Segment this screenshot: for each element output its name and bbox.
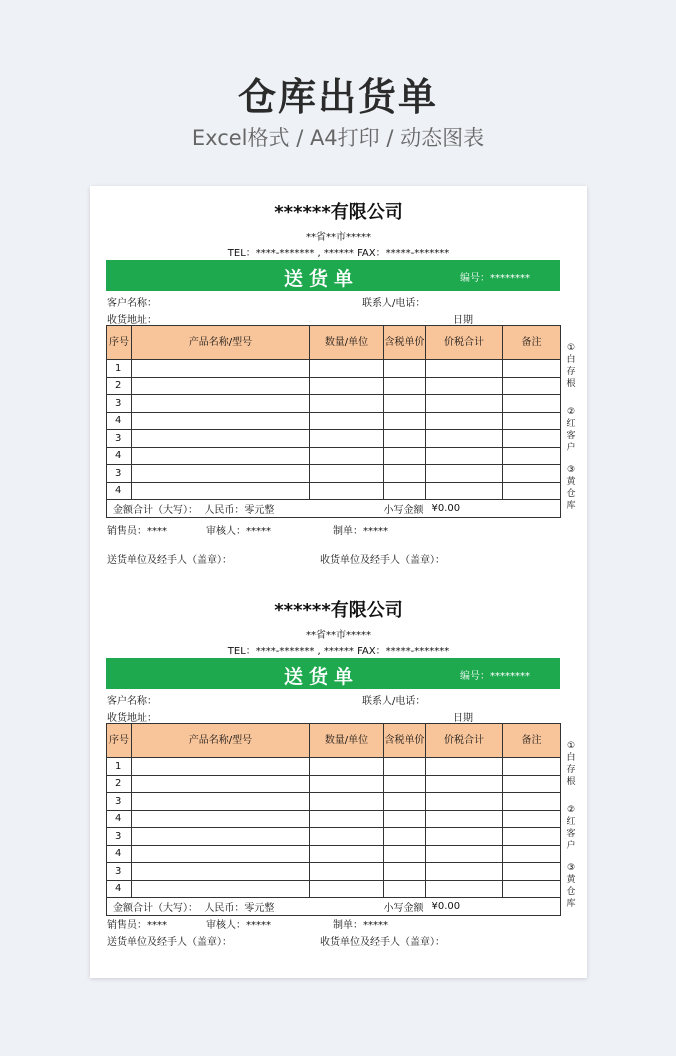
cell-unit-price[interactable] xyxy=(384,447,426,465)
auditor-field: 审核人：***** xyxy=(206,920,271,931)
cell-total[interactable] xyxy=(426,465,503,483)
cell-total[interactable] xyxy=(426,793,503,811)
row-index: 1 xyxy=(107,360,132,378)
table-row xyxy=(107,447,561,465)
subtotal-label: 小写金额 xyxy=(384,500,426,518)
customer-label: 客户名称： xyxy=(107,298,157,309)
table-row xyxy=(107,360,561,378)
table-row xyxy=(107,793,561,811)
table-row xyxy=(107,863,561,881)
cell-total[interactable] xyxy=(426,845,503,863)
cell-quantity[interactable] xyxy=(310,810,384,828)
date-label: 日期 xyxy=(453,713,473,724)
cell-remark[interactable] xyxy=(503,810,561,828)
row-index: 4 xyxy=(107,412,132,430)
cell-quantity[interactable] xyxy=(310,828,384,846)
cell-quantity[interactable] xyxy=(310,377,384,395)
cell-quantity[interactable] xyxy=(310,793,384,811)
table-row xyxy=(107,845,561,863)
total-row xyxy=(107,500,561,518)
col-product: 产品名称/型号 xyxy=(132,326,310,360)
receiver-signature: 收货单位及经手人（盖章）： xyxy=(320,937,445,948)
cell-remark[interactable] xyxy=(503,395,561,413)
table-row xyxy=(107,482,561,500)
cell-total[interactable] xyxy=(426,880,503,898)
cell-remark[interactable] xyxy=(503,465,561,483)
row-index: 3 xyxy=(107,863,132,881)
cell-total[interactable] xyxy=(426,758,503,776)
cell-product[interactable] xyxy=(132,412,310,430)
side-note-red: ②红客户 xyxy=(566,407,576,453)
table-row xyxy=(107,430,561,448)
date-label: 日期 xyxy=(453,315,473,326)
cell-remark[interactable] xyxy=(503,447,561,465)
cell-product[interactable] xyxy=(132,793,310,811)
cell-quantity[interactable] xyxy=(310,775,384,793)
side-note-red: ②红客户 xyxy=(566,805,576,851)
col-total: 价税合计 xyxy=(426,326,503,360)
col-remark: 备注 xyxy=(503,724,561,758)
cell-total[interactable] xyxy=(426,412,503,430)
cell-quantity[interactable] xyxy=(310,863,384,881)
cell-product[interactable] xyxy=(132,395,310,413)
cell-product[interactable] xyxy=(132,863,310,881)
cell-quantity[interactable] xyxy=(310,482,384,500)
cell-total[interactable] xyxy=(426,775,503,793)
cell-unit-price[interactable] xyxy=(384,395,426,413)
cell-unit-price[interactable] xyxy=(384,793,426,811)
form-title: 送货单 xyxy=(284,268,360,290)
cell-quantity[interactable] xyxy=(310,758,384,776)
table-row xyxy=(107,810,561,828)
row-index: 4 xyxy=(107,880,132,898)
table-row xyxy=(107,880,561,898)
items-table xyxy=(106,325,561,518)
sender-signature: 送货单位及经手人（盖章）： xyxy=(107,555,232,566)
delivery-address-label: 收货地址： xyxy=(107,315,157,326)
row-index: 1 xyxy=(107,758,132,776)
cell-product[interactable] xyxy=(132,430,310,448)
doc-number: 编号：******** xyxy=(460,273,530,284)
table-header-row xyxy=(107,326,561,360)
cell-product[interactable] xyxy=(132,758,310,776)
hero-subtitle: Excel格式 / A4打印 / 动态图表 xyxy=(191,126,485,150)
row-index: 3 xyxy=(107,793,132,811)
cell-total[interactable] xyxy=(426,447,503,465)
cell-product[interactable] xyxy=(132,828,310,846)
cell-product[interactable] xyxy=(132,377,310,395)
row-index: 3 xyxy=(107,465,132,483)
side-note-yellow: ③黄仓库 xyxy=(566,863,576,909)
cell-remark[interactable] xyxy=(503,360,561,378)
cell-quantity[interactable] xyxy=(310,430,384,448)
customer-label: 客户名称： xyxy=(107,696,157,707)
cell-remark[interactable] xyxy=(503,412,561,430)
total-label: 金额合计（大写）： xyxy=(113,903,198,914)
cell-total[interactable] xyxy=(426,828,503,846)
row-index: 3 xyxy=(107,828,132,846)
table-row xyxy=(107,758,561,776)
company-name: ******有限公司 xyxy=(274,600,403,621)
paper-sheet xyxy=(90,186,587,978)
row-index: 4 xyxy=(107,810,132,828)
cell-remark[interactable] xyxy=(503,828,561,846)
table-row xyxy=(107,412,561,430)
col-product: 产品名称/型号 xyxy=(132,724,310,758)
cell-total[interactable] xyxy=(426,482,503,500)
row-index: 4 xyxy=(107,845,132,863)
hero-title: 仓库出货单 xyxy=(237,75,438,119)
delivery-form-1 xyxy=(90,186,587,566)
cell-product[interactable] xyxy=(132,465,310,483)
cell-unit-price[interactable] xyxy=(384,880,426,898)
total-row xyxy=(107,898,561,916)
contact-phone-label: 联系人/电话： xyxy=(362,298,426,309)
cell-remark[interactable] xyxy=(503,845,561,863)
cell-quantity[interactable] xyxy=(310,360,384,378)
total-label: 金额合计（大写）： xyxy=(113,505,198,516)
row-index: 4 xyxy=(107,482,132,500)
row-index: 2 xyxy=(107,377,132,395)
cell-unit-price[interactable] xyxy=(384,828,426,846)
cell-quantity[interactable] xyxy=(310,880,384,898)
col-index: 序号 xyxy=(107,326,132,360)
delivery-address-label: 收货地址： xyxy=(107,713,157,724)
table-row xyxy=(107,465,561,483)
cell-product[interactable] xyxy=(132,775,310,793)
sender-signature: 送货单位及经手人（盖章）： xyxy=(107,937,232,948)
side-note-white: ①白存根 xyxy=(566,741,576,787)
company-name: ******有限公司 xyxy=(274,202,403,223)
row-index: 2 xyxy=(107,775,132,793)
row-index: 3 xyxy=(107,395,132,413)
form-title-bar xyxy=(106,260,560,291)
delivery-form-2 xyxy=(90,584,587,964)
cell-remark[interactable] xyxy=(503,775,561,793)
cell-unit-price[interactable] xyxy=(384,845,426,863)
table-row xyxy=(107,775,561,793)
contact-phone-label: 联系人/电话： xyxy=(362,696,426,707)
cell-quantity[interactable] xyxy=(310,412,384,430)
cell-remark[interactable] xyxy=(503,863,561,881)
row-index: 4 xyxy=(107,447,132,465)
subtotal-label: 小写金额 xyxy=(384,898,426,916)
items-table xyxy=(106,723,561,916)
col-quantity: 数量/单位 xyxy=(310,724,384,758)
cell-total[interactable] xyxy=(426,863,503,881)
cell-product[interactable] xyxy=(132,845,310,863)
cell-unit-price[interactable] xyxy=(384,430,426,448)
cell-product[interactable] xyxy=(132,810,310,828)
cell-remark[interactable] xyxy=(503,482,561,500)
cell-remark[interactable] xyxy=(503,430,561,448)
side-note-yellow: ③黄仓库 xyxy=(566,465,576,511)
cell-quantity[interactable] xyxy=(310,465,384,483)
col-total: 价税合计 xyxy=(426,724,503,758)
cell-unit-price[interactable] xyxy=(384,482,426,500)
doc-number: 编号：******** xyxy=(460,671,530,682)
maker-field: 制单：***** xyxy=(333,920,388,931)
cell-unit-price[interactable] xyxy=(384,758,426,776)
col-index: 序号 xyxy=(107,724,132,758)
cell-total[interactable] xyxy=(426,430,503,448)
row-index: 3 xyxy=(107,430,132,448)
company-contact: TEL：****-******* , ****** FAX：*****-******* xyxy=(227,646,450,657)
subtotal-value: ¥0.00 xyxy=(426,500,561,518)
cell-total[interactable] xyxy=(426,377,503,395)
cell-unit-price[interactable] xyxy=(384,775,426,793)
total-amount-cell xyxy=(107,500,384,518)
auditor-field: 审核人：***** xyxy=(206,526,271,537)
cell-remark[interactable] xyxy=(503,758,561,776)
cell-unit-price[interactable] xyxy=(384,360,426,378)
cell-product[interactable] xyxy=(132,880,310,898)
cell-unit-price[interactable] xyxy=(384,863,426,881)
table-row xyxy=(107,395,561,413)
col-quantity: 数量/单位 xyxy=(310,326,384,360)
total-amount-cell xyxy=(107,898,384,916)
cell-product[interactable] xyxy=(132,447,310,465)
rmb-amount: 人民币：零元整 xyxy=(204,903,275,914)
cell-remark[interactable] xyxy=(503,377,561,395)
cell-quantity[interactable] xyxy=(310,447,384,465)
cell-unit-price[interactable] xyxy=(384,465,426,483)
rmb-amount: 人民币：零元整 xyxy=(204,505,275,516)
table-row xyxy=(107,377,561,395)
cell-total[interactable] xyxy=(426,810,503,828)
cell-remark[interactable] xyxy=(503,880,561,898)
company-contact: TEL：****-******* , ****** FAX：*****-******* xyxy=(227,248,450,259)
maker-field: 制单：***** xyxy=(333,526,388,537)
subtotal-value: ¥0.00 xyxy=(426,898,561,916)
company-address: **省**市***** xyxy=(306,232,371,243)
seller-field: 销售员：**** xyxy=(107,526,167,537)
side-note-white: ①白存根 xyxy=(566,343,576,389)
cell-total[interactable] xyxy=(426,395,503,413)
company-address: **省**市***** xyxy=(306,630,371,641)
col-unit-price: 含税单价 xyxy=(384,724,426,758)
table-header-row xyxy=(107,724,561,758)
cell-quantity[interactable] xyxy=(310,395,384,413)
table-row xyxy=(107,828,561,846)
cell-unit-price[interactable] xyxy=(384,377,426,395)
cell-quantity[interactable] xyxy=(310,845,384,863)
cell-unit-price[interactable] xyxy=(384,412,426,430)
receiver-signature: 收货单位及经手人（盖章）： xyxy=(320,555,445,566)
cell-product[interactable] xyxy=(132,360,310,378)
form-title-bar xyxy=(106,658,560,689)
seller-field: 销售员：**** xyxy=(107,920,167,931)
col-remark: 备注 xyxy=(503,326,561,360)
cell-product[interactable] xyxy=(132,482,310,500)
col-unit-price: 含税单价 xyxy=(384,326,426,360)
form-title: 送货单 xyxy=(284,666,360,688)
cell-total[interactable] xyxy=(426,360,503,378)
cell-unit-price[interactable] xyxy=(384,810,426,828)
cell-remark[interactable] xyxy=(503,793,561,811)
